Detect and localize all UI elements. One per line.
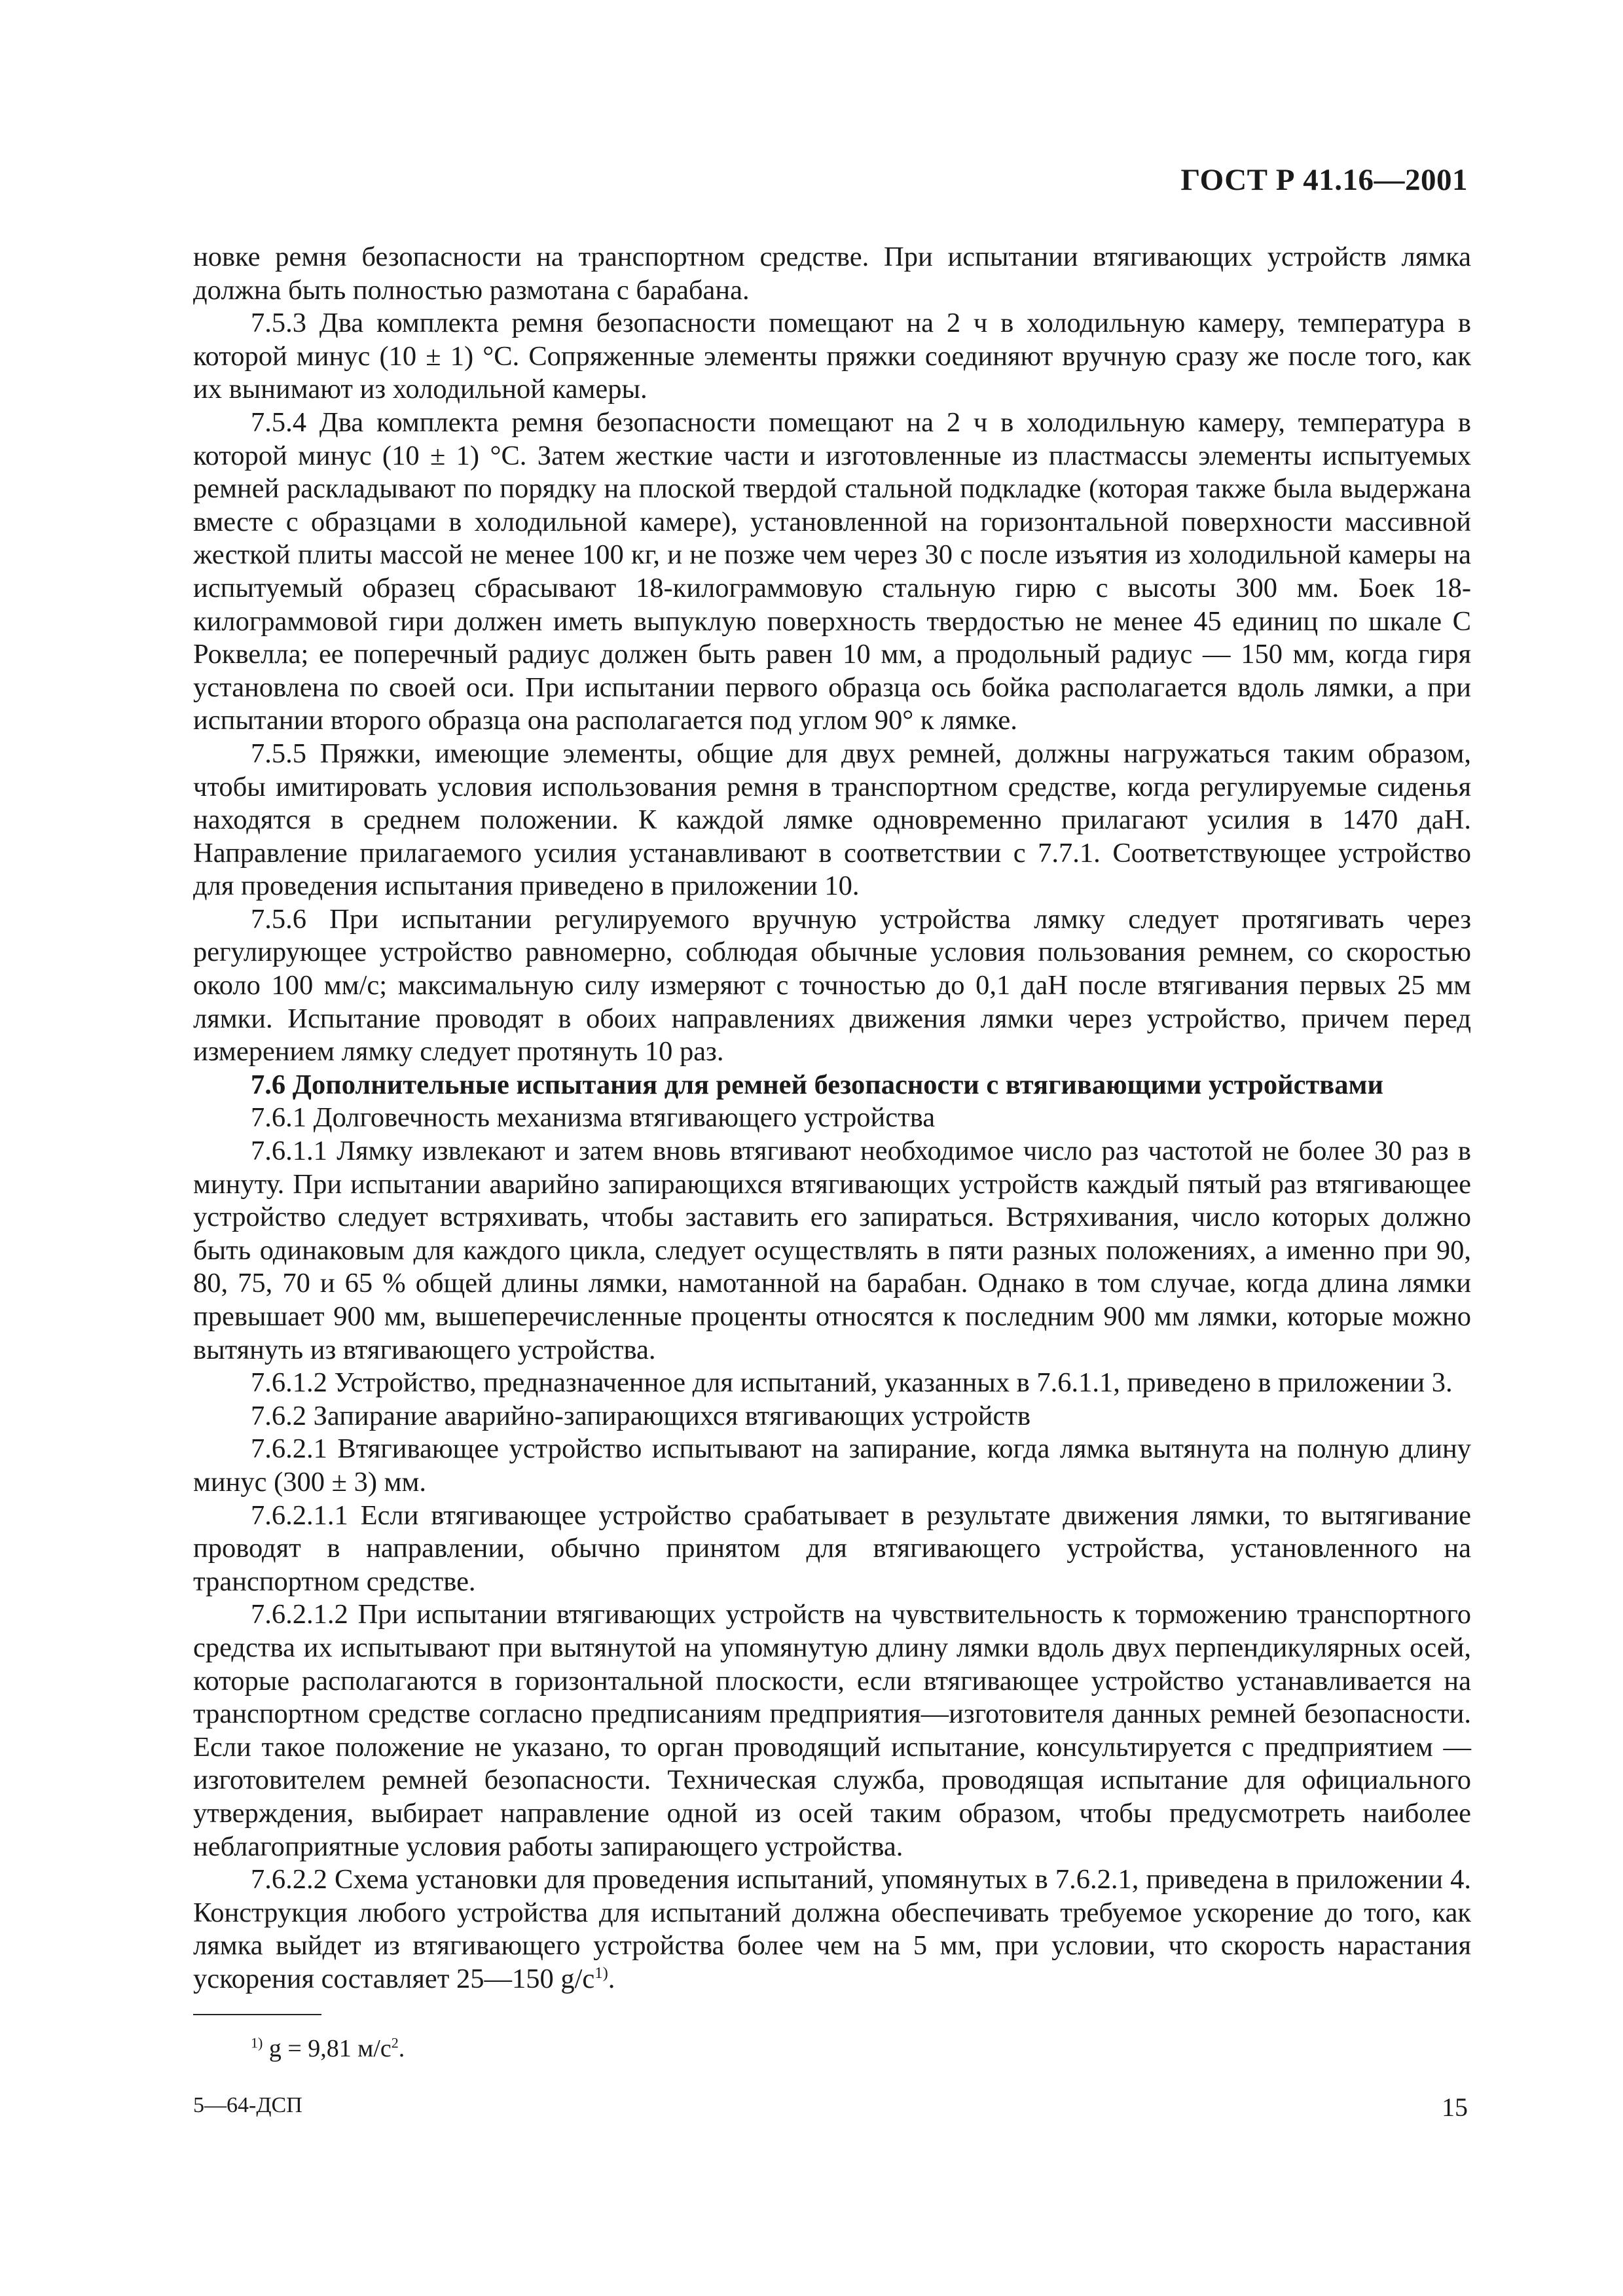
paragraph-7-6-1-2: 7.6.1.2 Устройство, предназначенное для испытаний, указанных в 7.6.1.1, приведено в приложении 3. xyxy=(251,1367,1453,1399)
paragraph: новке ремня безопасности на транспортном средстве. При испытании втягивающих устройств лямка должна быть полностью размотана с барабана. xyxy=(193,242,1471,306)
paragraph-7-6-2-2: 7.6.2.2 Схема установки для проведения испытаний, упомянутых в 7.6.2.1, приведена в приложении 4. Конструкция любого устройства для испытаний должна обеспечивать требуемое ускорение до того, как лямка выйдет из втягивающего устройства более чем на 5 мм, при условии, что скорость нарастания ускорения составляет 25—150 $g/с^{1)}$. xyxy=(193,1864,1471,1994)
footer-code: 5—64-ДСП xyxy=(193,2093,302,2117)
footnote-end: . xyxy=(398,2035,405,2062)
paragraph-7-5-5: 7.5.5 Пряжки, имеющие элементы, общие для двух ремней, должны нагружаться таким образом, чтобы имитировать условия использования ремня в транспортном средстве, когда регулируемые сиденья находятся в среднем положении. К каждой лямке одновременно прилагают усилия в 1470 даН. Направление прилагаемого усилия устанавливают в соответствии с 7.7.1. Соответствующее устройство для проведения испытания приведено в приложении 10. xyxy=(193,738,1471,902)
paragraph-7-6-2: 7.6.2 Запирание аварийно-запирающихся втягивающих устройств xyxy=(251,1400,1031,1431)
footnote-divider xyxy=(193,2014,321,2015)
footnote-ref: 1) xyxy=(594,1964,608,1982)
paragraph-7-6-1-1: 7.6.1.1 Лямку извлекают и затем вновь втягивают необходимое число раз частотой не более 30 раз в минуту. При испытании аварийно запирающихся втягивающих устройств каждый пятый раз втягивающее устройство следует встряхивать, чтобы заставить его запираться. Встряхивания, число которых должно быть одинаковым для каждого цикла, следует осуществлять в пяти разных положениях, а именно при 90, 80, 75, 70 и 65 % общей длины лямки, намотанной на барабан. Однако в том случае, когда длина лямки превышает 900 мм, вышеперечисленные проценты относятся к последним 900 мм лямки, которые можно вытянуть из втягивающего устройства. xyxy=(193,1136,1471,1365)
section-heading-7-6: 7.6 Дополнительные испытания для ремней безопасности с втягивающими устройствами xyxy=(251,1069,1383,1100)
document-header: ГОСТ Р 41.16—2001 xyxy=(1180,163,1468,197)
footnote-text: g = 9,81 м/с xyxy=(268,2035,392,2062)
paragraph-7-6-2-1-2: 7.6.2.1.2 При испытании втягивающих устройств на чувствительность к торможению транспортного средства их испытывают при вытянутой на упомянутую длину лямки вдоль двух перпендикулярных осей, которые располагаются в горизонтальной плоскости, если втягивающее устройство устанавливается на транспортном средстве согласно предписаниям предприятия—изготовителя данных ремней безопасности. Если такое положение не указано, то орган проводящий испытание, консультируется с предприятием — изготовителем ремней безопасности. Техническая служба, проводящая испытание для официального утверждения, выбирает направление одной из осей таким образом, чтобы предусмотреть наиболее неблагоприятные условия работы запирающего устройства. xyxy=(193,1599,1471,1862)
paragraph-7-5-6: 7.5.6 При испытании регулируемого вручную устройства лямку следует протягивать через регулирующее устройство равномерно, соблюдая обычные условия пользования ремнем, со скоростью около 100 мм/с; максимальную силу измеряют с точностью до 0,1 даН после втягивания первых 25 мм лямки. Испытание проводят в обоих направлениях движения лямки через устройство, причем перед измерением лямку следует протянуть 10 раз. xyxy=(193,903,1471,1067)
paragraph-7-6-2-1: 7.6.2.1 Втягивающее устройство испытывают на запирание, когда лямка вытянута на полную длину минус (300 ± 3) мм. xyxy=(193,1433,1471,1498)
paragraph-7-6-2-1-1: 7.6.2.1.1 Если втягивающее устройство срабатывает в результате движения лямки, то вытягивание проводят в направлении, обычно принятом для втягивающего устройства, установленного на транспортном средстве. xyxy=(193,1499,1471,1597)
paragraph-7-5-3: 7.5.3 Два комплекта ремня безопасности помещают на 2 ч в холодильную камеру, температура в которой минус (10 ± 1) °С. Сопряженные элементы пряжки соединяют вручную сразу же после того, как их вынимают из холодильной камеры. xyxy=(193,308,1471,405)
document-body xyxy=(193,241,1471,1996)
page-number: 15 xyxy=(1442,2092,1468,2122)
footnote-marker: 1) xyxy=(251,2034,263,2051)
paragraph-7-5-4: 7.5.4 Два комплекта ремня безопасности помещают на 2 ч в холодильную камеру, температура в которой минус (10 ± 1) °С. Затем жесткие части и изготовленные из пластмассы элементы испытуемых ремней раскладывают по порядку на плоской твердой стальной подкладке (которая также была выдержана вместе с образцами в холодильной камере), установленной на горизонтальной поверхности массивной жесткой плиты массой не менее 100 кг, и не позже чем через 30 с после изъятия из холодильной камеры на испытуемый образец сбрасывают 18-килограммовую стальную гирю с высоты 300 мм. Боек 18-килограммовой гири должен иметь выпуклую поверхность твердостью не менее 45 единиц по шкале С Роквелла; ее поперечный радиус должен быть равен 10 мм, а продольный радиус — 150 мм, когда гиря установлена по своей оси. При испытании первого образца ось бойка располагается вдоль лямки, а при испытании второго образца она располагается под углом 90° к лямке. xyxy=(193,406,1471,736)
footnote-exponent: 2 xyxy=(391,2034,399,2051)
footnote xyxy=(251,2034,405,2063)
paragraph-7-6-2-2-text: 7.6.2.2 Схема установки для проведения испытаний, упомянутых в 7.6.2.1, приведена в приложении 4. Конструкция любого устройства для испытаний должна обеспечивать требуемое ускорение до того, как лямка выйдет из втягивающего устройства более чем на 5 мм, при условии, что скорость нарастания ускорения составляет 25—150 g/с xyxy=(193,1864,1471,1994)
paragraph-7-6-1: 7.6.1 Долговечность механизма втягивающего устройства xyxy=(251,1102,936,1134)
